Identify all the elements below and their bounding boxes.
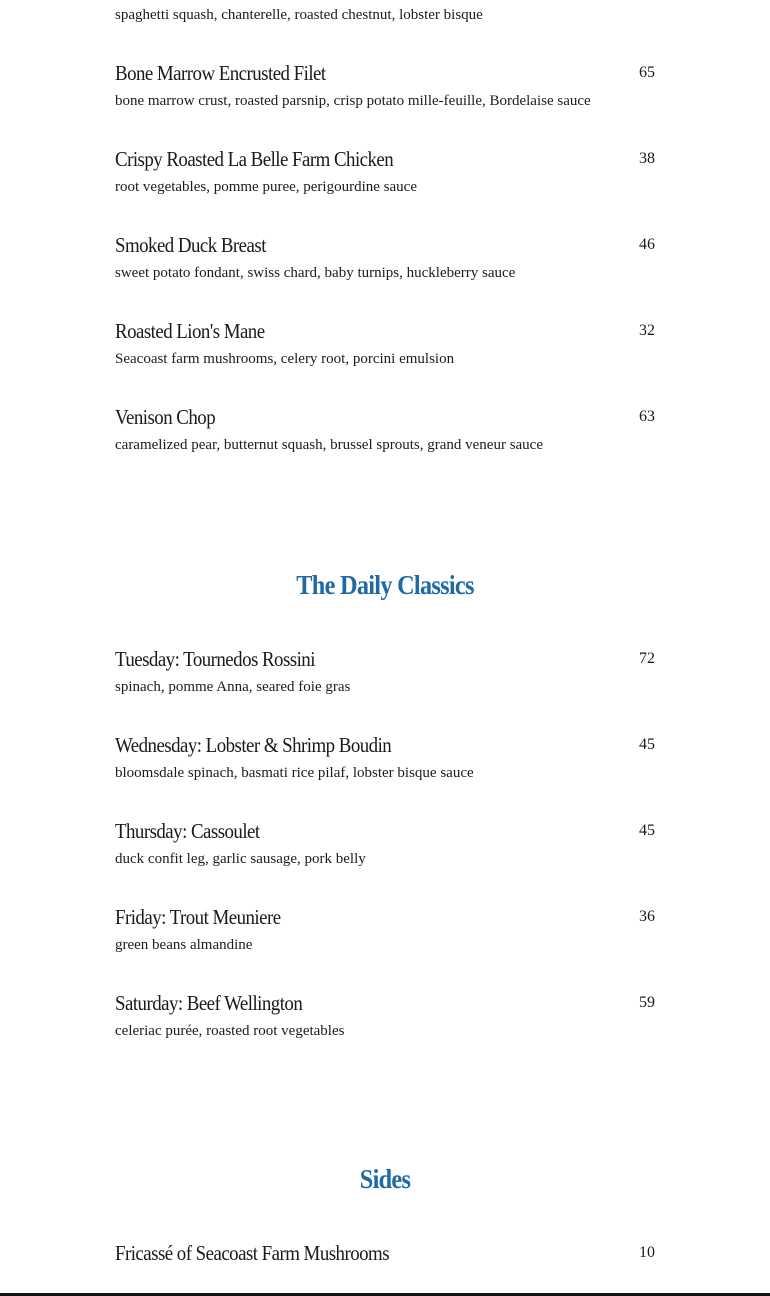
item-description: bloomsdale spinach, basmati rice pilaf, lobster bisque sauce [115, 765, 474, 781]
section-spacer [115, 603, 655, 645]
item-description: sweet potato fondant, swiss chard, baby turnips, huckleberry sauce [115, 265, 516, 281]
item-price: 65 [639, 64, 655, 81]
item-description: spaghetti squash, chanterelle, roasted chestnut, lobster bisque [115, 7, 483, 23]
menu-item [115, 317, 655, 371]
menu-item [115, 903, 655, 957]
item-name: Bone Marrow Encrusted Filet [115, 61, 326, 85]
item-name: Tuesday: Tournedos Rossini [115, 647, 315, 671]
item-description: bone marrow crust, roasted parsnip, crisp potato mille-feuille, Bordelaise sauce [115, 93, 591, 109]
section-title-sides: Sides [359, 1164, 411, 1194]
menu-item [115, 403, 655, 457]
menu-item [115, 731, 655, 785]
item-name: Roasted Lion's Mane [115, 319, 265, 343]
item-price: 36 [639, 908, 655, 925]
item-name: Smoked Duck Breast [115, 233, 266, 257]
menu-item [115, 645, 655, 699]
item-description: duck confit leg, garlic sausage, pork belly [115, 851, 366, 867]
item-price: 45 [639, 822, 655, 839]
menu-item [115, 59, 655, 113]
menu-item [115, 989, 655, 1043]
item-description: green beans almandine [115, 937, 253, 953]
item-name: Wednesday: Lobster & Shrimp Boudin [115, 733, 392, 757]
item-price: 63 [639, 408, 655, 425]
menu-item [115, 231, 655, 285]
item-name: Friday: Trout Meuniere [115, 905, 281, 929]
item-name: Crispy Roasted La Belle Farm Chicken [115, 147, 394, 171]
item-description: celeriac purée, roasted root vegetables [115, 1023, 345, 1039]
item-description: root vegetables, pomme puree, perigourdine sauce [115, 179, 417, 195]
item-price: 72 [639, 650, 655, 667]
item-description: caramelized pear, butternut squash, brussel sprouts, grand veneur sauce [115, 437, 543, 453]
section-title-daily-classics: The Daily Classics [296, 570, 474, 600]
item-price: 45 [639, 736, 655, 753]
item-price: 32 [639, 322, 655, 339]
section-spacer [115, 1197, 655, 1239]
item-name: Venison Chop [115, 405, 216, 429]
menu-item [115, 1239, 655, 1267]
item-name: Thursday: Cassoulet [115, 819, 260, 843]
item-name: Fricassé of Seacoast Farm Mushrooms [115, 1241, 390, 1265]
item-price: 46 [639, 236, 655, 253]
item-name: Saturday: Beef Wellington [115, 991, 303, 1015]
menu-item [115, 817, 655, 871]
menu-content [115, 0, 655, 1269]
item-description: spinach, pomme Anna, seared foie gras [115, 679, 351, 695]
item-price: 38 [639, 150, 655, 167]
item-price: 10 [639, 1244, 655, 1261]
menu-item [115, 145, 655, 199]
item-price: 59 [639, 994, 655, 1011]
item-description: Seacoast farm mushrooms, celery root, porcini emulsion [115, 351, 455, 367]
